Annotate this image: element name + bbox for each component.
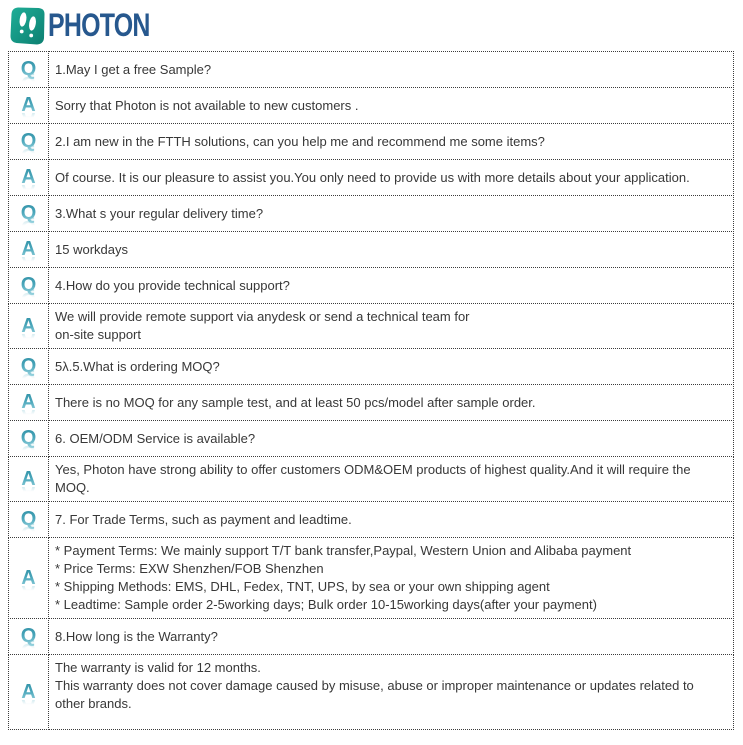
qa-letter-glyph: Q xyxy=(20,58,37,80)
qa-letter xyxy=(8,456,49,502)
qa-letter xyxy=(8,348,49,385)
qa-text xyxy=(48,348,734,385)
qa-line: 6. OEM/ODM Service is available? xyxy=(55,430,256,446)
qa-line: 3.What s your regular delivery time? xyxy=(55,205,264,221)
qa-letter xyxy=(8,51,49,88)
qa-letter-glyph: A xyxy=(21,391,36,413)
qa-line: The warranty is valid for 12 months. xyxy=(55,660,261,675)
faq-table xyxy=(8,51,734,730)
qa-line: We will provide remote support via anydesk or send a technical team for xyxy=(55,309,470,324)
qa-line: other brands. xyxy=(55,696,132,711)
qa-letter xyxy=(8,195,49,232)
qa-text xyxy=(48,384,734,421)
qa-line: There is no MOQ for any sample test, and at least 50 pcs/model after sample order. xyxy=(55,394,536,410)
qa-line: * Leadtime: Sample order 2-5working days; Bulk order 10-15working days(after your payment) xyxy=(55,597,597,612)
faq-row xyxy=(8,537,734,619)
qa-line: 5λ.5.What is ordering MOQ? xyxy=(55,358,220,374)
faq-row xyxy=(8,303,734,349)
qa-line: 8.How long is the Warranty? xyxy=(55,628,218,644)
faq-row xyxy=(8,384,734,421)
qa-line: * Payment Terms: We mainly support T/T bank transfer,Paypal, Western Union and Alibaba payment xyxy=(55,543,632,558)
qa-letter-glyph: A xyxy=(21,314,36,337)
qa-letter-glyph: Q xyxy=(20,355,37,377)
faq-row xyxy=(8,267,734,304)
qa-text xyxy=(48,159,734,196)
qa-letter-glyph: A xyxy=(21,166,36,188)
qa-line: Yes, Photon have strong ability to offer customers ODM&OEM products of highest quality.And it will require the MOQ. xyxy=(55,462,691,495)
qa-text xyxy=(48,618,734,655)
qa-text xyxy=(48,501,734,538)
qa-line: Sorry that Photon is not available to new customers . xyxy=(55,97,359,113)
qa-letter-glyph: A xyxy=(21,238,36,260)
qa-letter xyxy=(8,231,49,268)
faq-row xyxy=(8,456,734,502)
faq-row xyxy=(8,123,734,160)
faq-row xyxy=(8,51,734,88)
faq-row xyxy=(8,231,734,268)
qa-letter xyxy=(8,267,49,304)
qa-line: * Shipping Methods: EMS, DHL, Fedex, TNT, UPS, by sea or your own shipping agent xyxy=(55,579,550,594)
qa-letter-glyph: Q xyxy=(20,625,37,647)
qa-text xyxy=(48,420,734,457)
qa-letter-glyph: Q xyxy=(20,202,37,224)
qa-letter xyxy=(8,384,49,421)
qa-line: Of course. It is our pleasure to assist you.You only need to provide us with more details about your application. xyxy=(55,169,690,185)
faq-row xyxy=(8,87,734,124)
qa-letter xyxy=(8,87,49,124)
faq-row xyxy=(8,654,734,730)
faq-row xyxy=(8,159,734,196)
qa-line: 7. For Trade Terms, such as payment and leadtime. xyxy=(55,511,352,527)
qa-letter xyxy=(8,618,49,655)
qa-letter-glyph: Q xyxy=(20,274,37,296)
qa-letter xyxy=(8,537,49,619)
qa-text xyxy=(48,123,734,160)
brand-logo xyxy=(0,0,743,46)
qa-text xyxy=(48,195,734,232)
qa-text xyxy=(48,231,734,268)
qa-line: on-site support xyxy=(55,327,141,342)
qa-line: 4.How do you provide technical support? xyxy=(55,277,290,293)
qa-letter-glyph: A xyxy=(21,94,36,116)
brand-name: PHOTON xyxy=(48,7,150,43)
qa-text xyxy=(48,87,734,124)
qa-line: 15 workdays xyxy=(55,241,128,257)
faq-row xyxy=(8,195,734,232)
faq-row xyxy=(8,501,734,538)
qa-letter xyxy=(8,654,49,730)
qa-line: This warranty does not cover damage caused by misuse, abuse or improper maintenance or updates related to xyxy=(55,678,694,693)
qa-line: 1.May I get a free Sample? xyxy=(55,61,212,77)
qa-letter xyxy=(8,303,49,349)
qa-letter xyxy=(8,159,49,196)
qa-letter-glyph: A xyxy=(21,467,36,490)
qa-letter-glyph: A xyxy=(21,566,36,589)
photon-leaf-icon xyxy=(10,6,45,45)
qa-text xyxy=(48,537,734,619)
qa-line: 2.I am new in the FTTH solutions, can you help me and recommend me some items? xyxy=(55,133,545,149)
qa-letter xyxy=(8,501,49,538)
qa-line: * Price Terms: EXW Shenzhen/FOB Shenzhen xyxy=(55,561,324,576)
qa-text xyxy=(48,654,734,730)
qa-letter-glyph: Q xyxy=(20,427,37,449)
qa-letter-glyph: A xyxy=(21,680,36,703)
qa-text xyxy=(48,456,734,502)
faq-row xyxy=(8,420,734,457)
qa-text xyxy=(48,51,734,88)
faq-row xyxy=(8,618,734,655)
qa-letter-glyph: Q xyxy=(20,508,37,530)
qa-text xyxy=(48,267,734,304)
qa-letter xyxy=(8,123,49,160)
faq-row xyxy=(8,348,734,385)
qa-letter xyxy=(8,420,49,457)
qa-text xyxy=(48,303,734,349)
qa-letter-glyph: Q xyxy=(20,130,37,152)
